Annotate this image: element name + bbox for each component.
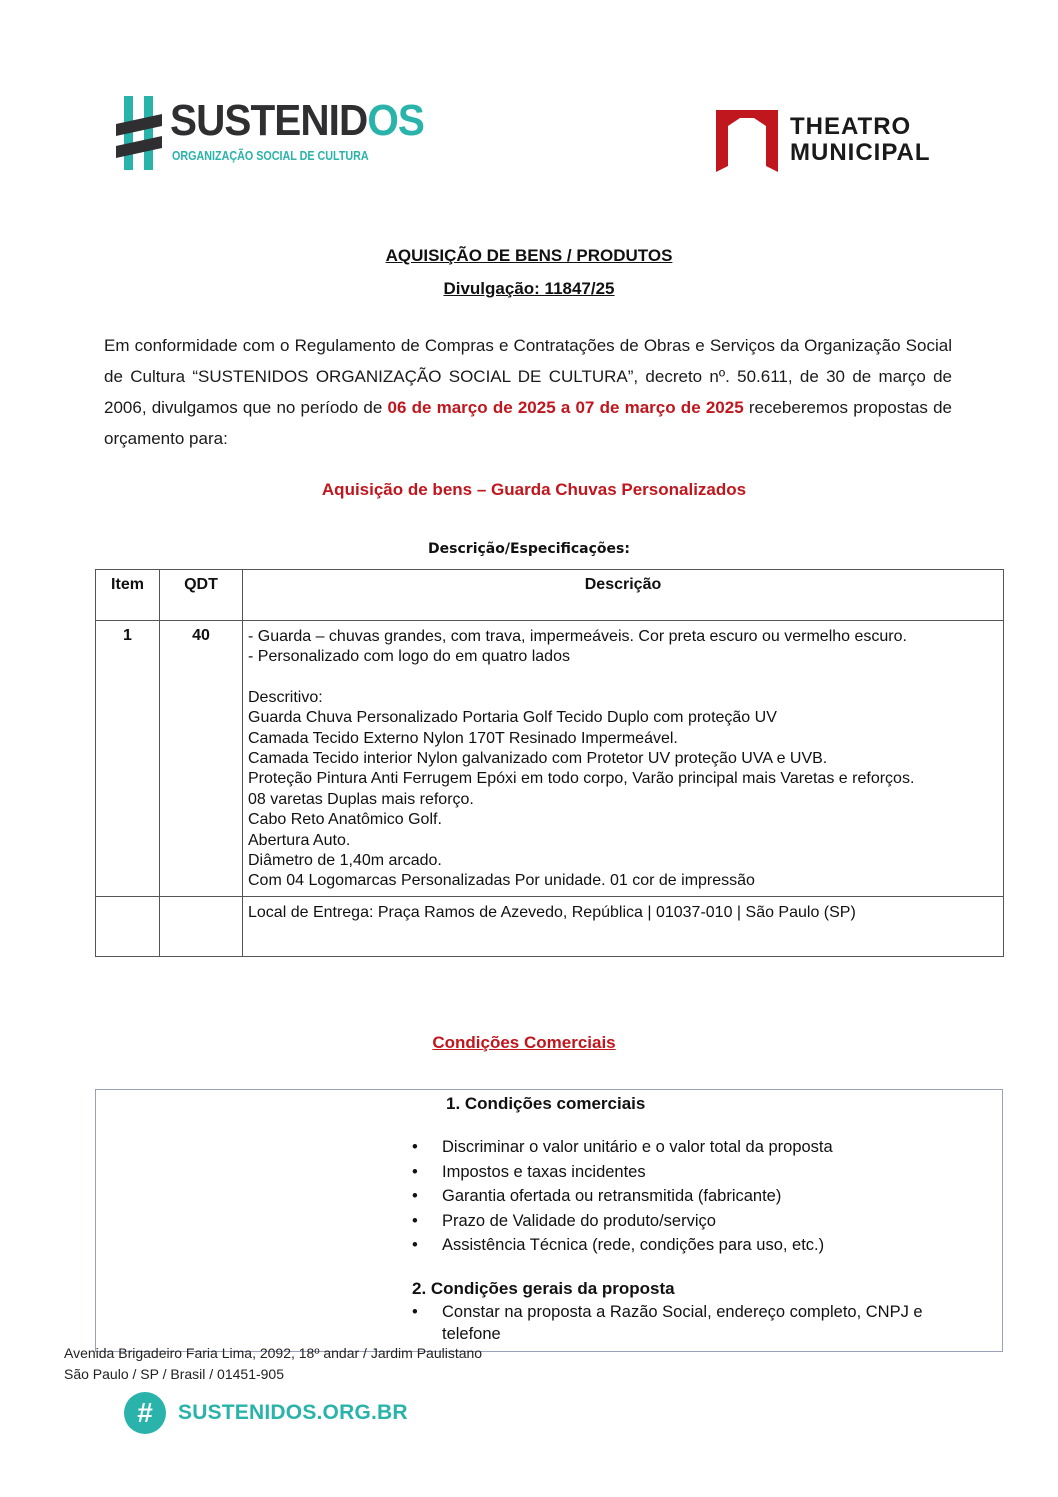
desc-line: Guarda Chuva Personalizado Portaria Golf Tecido Duplo com proteção UV xyxy=(248,709,777,727)
hash-icon: # xyxy=(124,1392,166,1434)
desc-spacer xyxy=(248,668,998,688)
desc-line: - Guarda – chuvas grandes, com trava, impermeáveis. Cor preta escuro ou vermelho escuro. xyxy=(248,628,907,645)
delivery-location: Local de Entrega: Praça Ramos de Azevedo, República | 01037-010 | São Paulo (SP) xyxy=(248,903,856,921)
section2-title: 2. Condições gerais da proposta xyxy=(412,1279,675,1298)
desc-line: Com 04 Logomarcas Personalizadas Por unidade. 01 cor de impressão xyxy=(248,872,755,890)
section1-list xyxy=(412,1136,833,1259)
desc-line: Camada Tecido interior Nylon galvanizado com Protetor UV proteção UVA e UVB. xyxy=(248,750,828,768)
section1-title: 1. Condições comerciais xyxy=(446,1094,646,1113)
conditions-title: Condições Comerciais xyxy=(432,1033,616,1052)
sustenidos-wordmark: SUSTENIDOS xyxy=(170,96,424,145)
sustenidos-logo xyxy=(116,94,424,172)
list-item: • Discriminar o valor unitário e o valor total da proposta xyxy=(412,1136,833,1161)
cell-qty: 40 xyxy=(160,621,243,897)
specifications-label: Descrição/Especificações: xyxy=(428,541,630,557)
intro-paragraph: Em conformidade com o Regulamento de Compras e Contratações de Obras e Serviços da Organização Social de Cultura “SUSTENIDOS ORGANIZAÇÃO SOCIAL DE CULTURA”, decreto nº. 50.611, de 30 de março de 2006, divulgamos que no período de 06 de março de 2025 a 07 de março de 2025 receberemos propostas de orçamento para: xyxy=(104,336,952,448)
cell-qty xyxy=(160,896,243,956)
footer-logo xyxy=(124,1392,408,1436)
hash-icon xyxy=(116,96,166,170)
header-qty: QDT xyxy=(160,570,243,621)
theatre-arch-icon xyxy=(716,110,778,172)
theatro-municipal-wordmark: THEATRO MUNICIPAL xyxy=(790,113,931,166)
list-item: • Assistência Técnica (rede, condições para uso, etc.) xyxy=(412,1234,833,1259)
header-item: Item xyxy=(96,570,160,621)
desc-line: Diâmetro de 1,40m arcado. xyxy=(248,852,442,870)
theatro-municipal-logo xyxy=(716,108,956,174)
desc-line: Descritivo: xyxy=(248,688,323,706)
address-line-2: São Paulo / SP / Brasil / 01451-905 xyxy=(64,1366,284,1382)
website-link[interactable]: SUSTENIDOS.ORG.BR xyxy=(178,1401,408,1424)
desc-line: Abertura Auto. xyxy=(248,831,351,849)
table-row xyxy=(96,621,1004,897)
desc-line: 08 varetas Duplas mais reforço. xyxy=(248,790,474,808)
desc-line: Proteção Pintura Anti Ferrugem Epóxi em todo corpo, Varão principal mais Varetas e reforços. xyxy=(248,770,915,788)
desc-line: Cabo Reto Anatômico Golf. xyxy=(248,811,442,829)
proposal-period: 06 de março de 2025 a 07 de março de 2025 xyxy=(387,398,744,417)
cell-description xyxy=(243,621,1004,897)
footer-address xyxy=(64,1343,482,1385)
cell-delivery-location xyxy=(243,896,1004,956)
list-item: • Garantia ofertada ou retransmitida (fabricante) xyxy=(412,1185,833,1210)
header-description: Descrição xyxy=(243,570,1004,621)
disclosure-number: Divulgação: 11847/25 xyxy=(443,279,615,298)
list-item: • Impostos e taxas incidentes xyxy=(412,1161,833,1186)
address-line-1: Avenida Brigadeiro Faria Lima, 2092, 18º andar / Jardim Paulistano xyxy=(64,1345,483,1361)
items-table xyxy=(95,569,1004,957)
list-item: • Constar na proposta a Razão Social, endereço completo, CNPJ e telefone xyxy=(412,1301,982,1345)
desc-line: - Personalizado com logo do em quatro lados xyxy=(248,648,570,666)
table-header-row xyxy=(96,570,1004,621)
document-title: AQUISIÇÃO DE BENS / PRODUTOS xyxy=(385,246,673,265)
cell-item: 1 xyxy=(96,621,160,897)
acquisition-subject: Aquisição de bens – Guarda Chuvas Personalizados xyxy=(321,480,747,499)
desc-line: Camada Tecido Externo Nylon 170T Resinado Impermeável. xyxy=(248,729,678,747)
sustenidos-tagline: ORGANIZAÇÃO SOCIAL DE CULTURA xyxy=(172,149,369,163)
section2-list xyxy=(412,1301,982,1345)
cell-item xyxy=(96,896,160,956)
table-row-delivery xyxy=(96,896,1004,956)
list-item: • Prazo de Validade do produto/serviço xyxy=(412,1210,833,1235)
